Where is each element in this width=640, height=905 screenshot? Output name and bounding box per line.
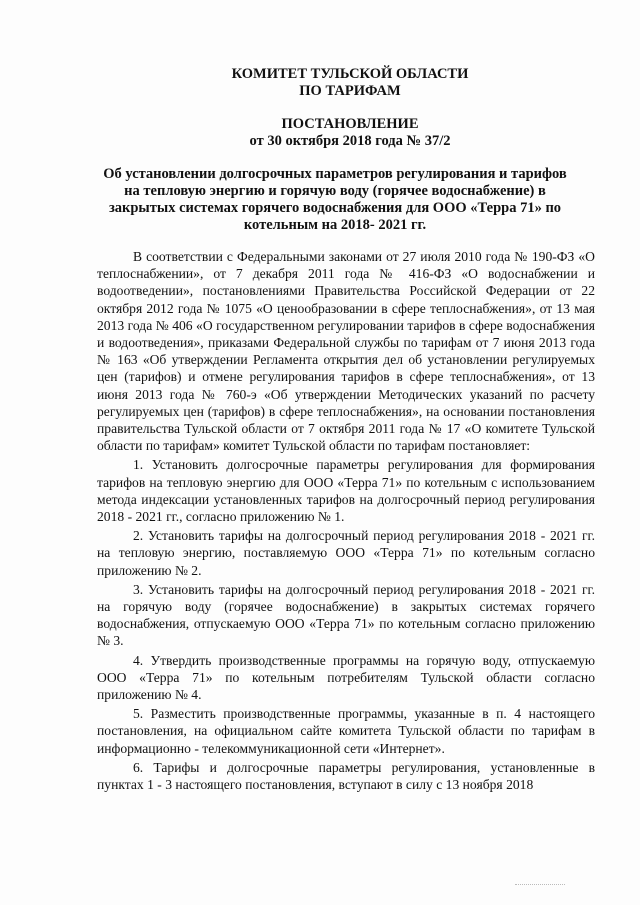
committee-heading xyxy=(30,66,640,100)
committee-line-2: ПО ТАРИФАМ xyxy=(299,83,401,99)
decree-title: ПОСТАНОВЛЕНИЕ xyxy=(281,116,419,132)
clause-4: 4. Утвердить производственные программы на горячую воду, отпускаемую ООО «Терра 71» по котельным потребителям Тульской области согласно приложению № 4. xyxy=(97,652,595,703)
document-title xyxy=(30,166,640,234)
title-line: закрытых системах горячего водоснабжения для ООО «Терра 71» по xyxy=(108,200,562,216)
clause-3: 3. Установить тарифы на долгосрочный период регулирования 2018 - 2021 гг. на горячую воду (горячее водоснабжение) в закрытых системах горячего водоснабжения, отпускаемую ООО «Терра 71» по котельным согласно приложению № 3. xyxy=(97,581,595,649)
clause-6: 6. Тарифы и долгосрочные параметры регулирования, установленные в пунктах 1 - 3 настоящего постановления, вступают в силу с 13 ноября 2018 xyxy=(97,759,595,793)
scan-artifact xyxy=(515,884,565,887)
document-body xyxy=(97,248,595,793)
title-line: котельным на 2018- 2021 гг. xyxy=(243,217,427,233)
committee-line-1: КОМИТЕТ ТУЛЬСКОЙ ОБЛАСТИ xyxy=(231,66,469,82)
clause-1: 1. Установить долгосрочные параметры регулирования для формирования тарифов на тепловую энергию для ООО «Терра 71» по котельным с использованием метода индексации установленных тарифов на долгосрочный период регулирования 2018 - 2021 гг., согласно приложению № 1. xyxy=(97,457,595,525)
clause-5: 5. Разместить производственные программы, указанные в п. 4 настоящего постановления, на официальном сайте комитета Тульской области по тарифам в информационно - телекоммуникационной сети «Интернет». xyxy=(97,706,595,756)
decree-heading xyxy=(30,116,640,150)
title-line: Об установлении долгосрочных параметров регулирования и тарифов xyxy=(103,166,567,182)
decree-date: от 30 октября 2018 года № 37/2 xyxy=(249,133,451,149)
clause-2: 2. Установить тарифы на долгосрочный период регулирования 2018 - 2021 гг. на тепловую энергию, поставляемую ООО «Терра 71» по котельным согласно приложению № 2. xyxy=(97,528,595,578)
preamble-paragraph: В соответствии с Федеральными законами от 27 июля 2010 года № 190-ФЗ «О теплоснабжении», от 7 декабря 2011 года № 416-ФЗ «О водоснабжении и водоотведении», постановлениями Правительства Российской Федерации от 22 октября 2012 года № 1075 «О ценообразовании в сфере теплоснабжения», от 13 мая 2013 года № 406 «О государственном регулировании тарифов в сфере водоснабжения и водоотведения», приказами Федеральной службы по тарифам от 7 июня 2013 года № 163 «Об утверждении Регламента открытия дел об установлении регулируемых цен (тарифов) и отмене регулирования тарифов в сфере теплоснабжения», от 13 июня 2013 года № 760-э «Об утверждении Методических указаний по расчету регулируемых цен (тарифов) в сфере теплоснабжения», на основании постановления правительства Тульской области от 7 октября 2011 года № 17 «О комитете Тульской области по тарифам» комитет Тульской области по тарифам постановляет: xyxy=(97,249,595,454)
title-line: на тепловую энергию и горячую воду (горячее водоснабжение) в xyxy=(124,183,546,199)
